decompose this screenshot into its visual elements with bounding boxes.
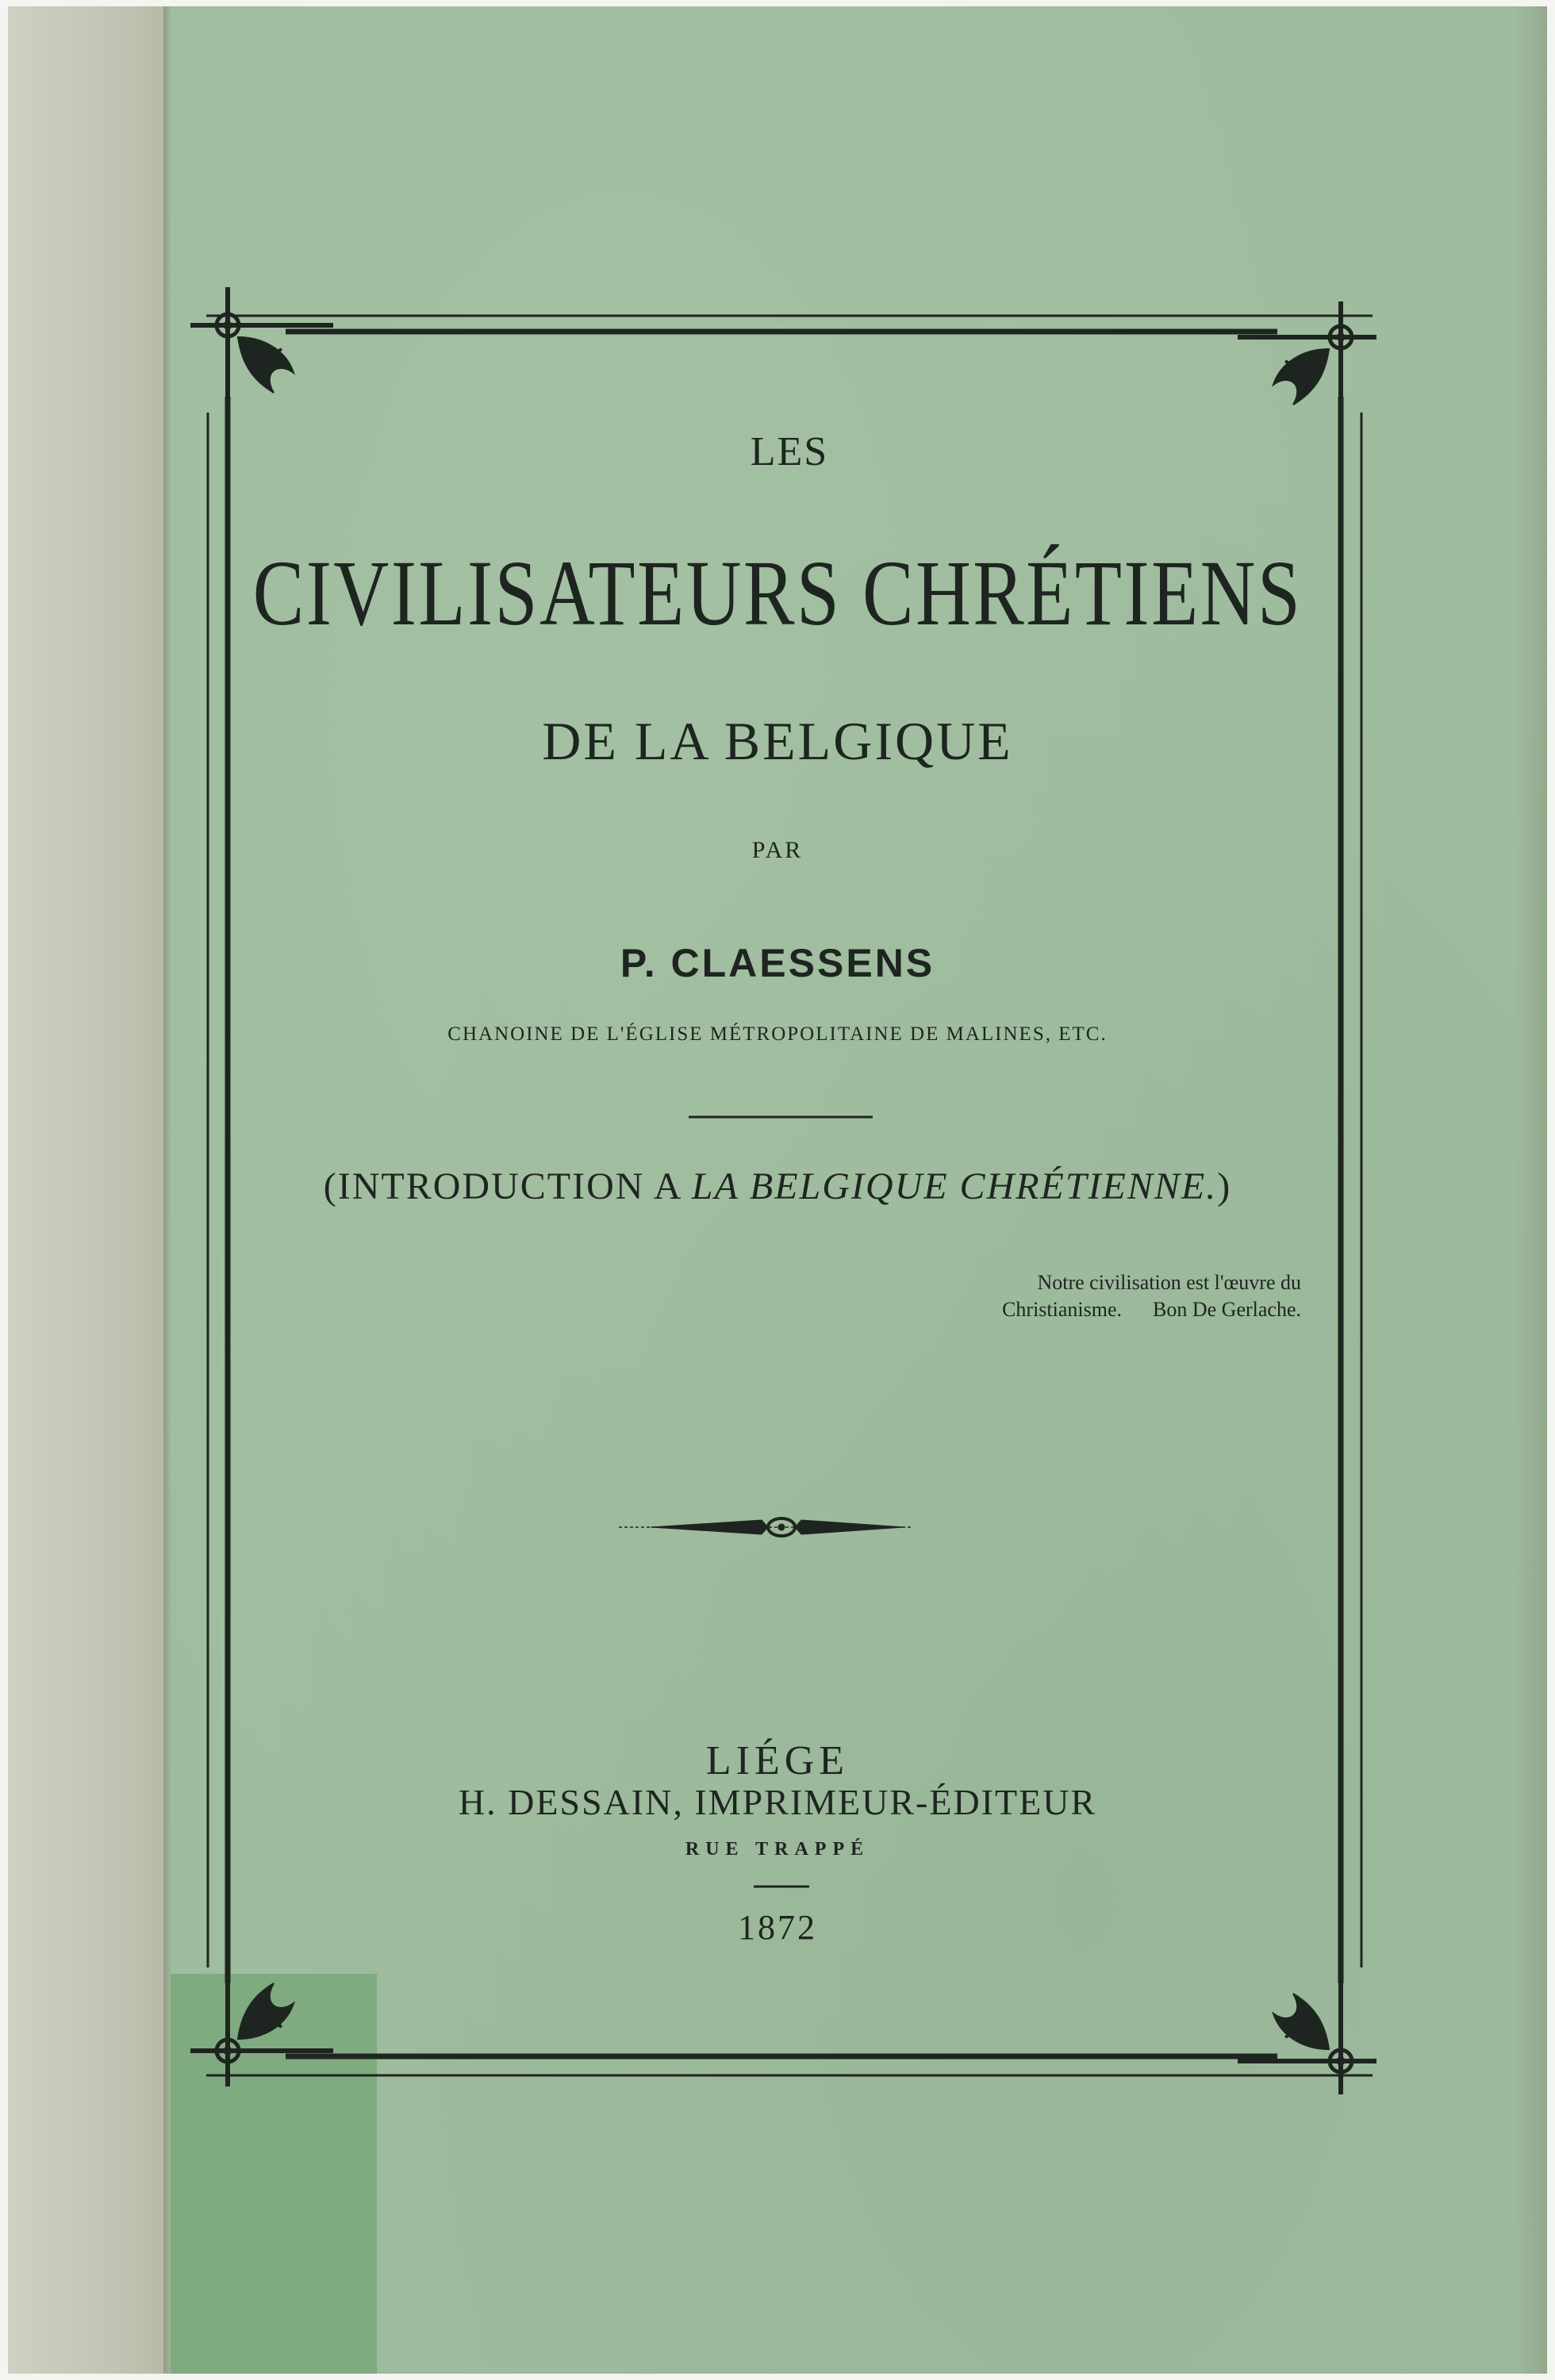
intro-suffix: ) [1217,1165,1232,1207]
corner-ornament-bottom-right [1238,1952,1376,2094]
epigraph-line-2: Christianisme. Bon De Gerlache. [1002,1298,1301,1321]
title-prefix: LES [750,429,829,474]
publication-place: LIÉGE [705,1738,850,1783]
intro-prefix: (INTRODUCTION A [323,1165,692,1207]
book-subtitle: DE LA BELGIQUE [542,711,1013,771]
corner-ornament-bottom-left [190,1952,333,2086]
intro-italic-title: LA BELGIQUE CHRÉTIENNE. [691,1165,1218,1207]
epigraph-line-1: Notre civilisation est l'œuvre du [1037,1271,1301,1294]
publisher: H. DESSAIN, IMPRIMEUR-ÉDITEUR [458,1782,1097,1822]
by-label: PAR [751,837,804,863]
publication-year: 1872 [738,1908,817,1947]
introduction-note [0,1165,1555,1208]
book-title: CIVILISATEURS CHRÉTIENS [252,541,1303,645]
fleuron-divider-ornament [619,1518,912,1536]
publisher-street: RUE TRAPPÉ [685,1839,870,1860]
epigraph [857,1269,1301,1323]
corner-ornament-top-left [190,287,333,413]
author-name: P. CLAESSENS [620,941,935,985]
author-role: CHANOINE DE L'ÉGLISE MÉTROPOLITAINE DE MALINES, ETC. [447,1023,1108,1045]
corner-ornament-top-right [1238,301,1376,444]
